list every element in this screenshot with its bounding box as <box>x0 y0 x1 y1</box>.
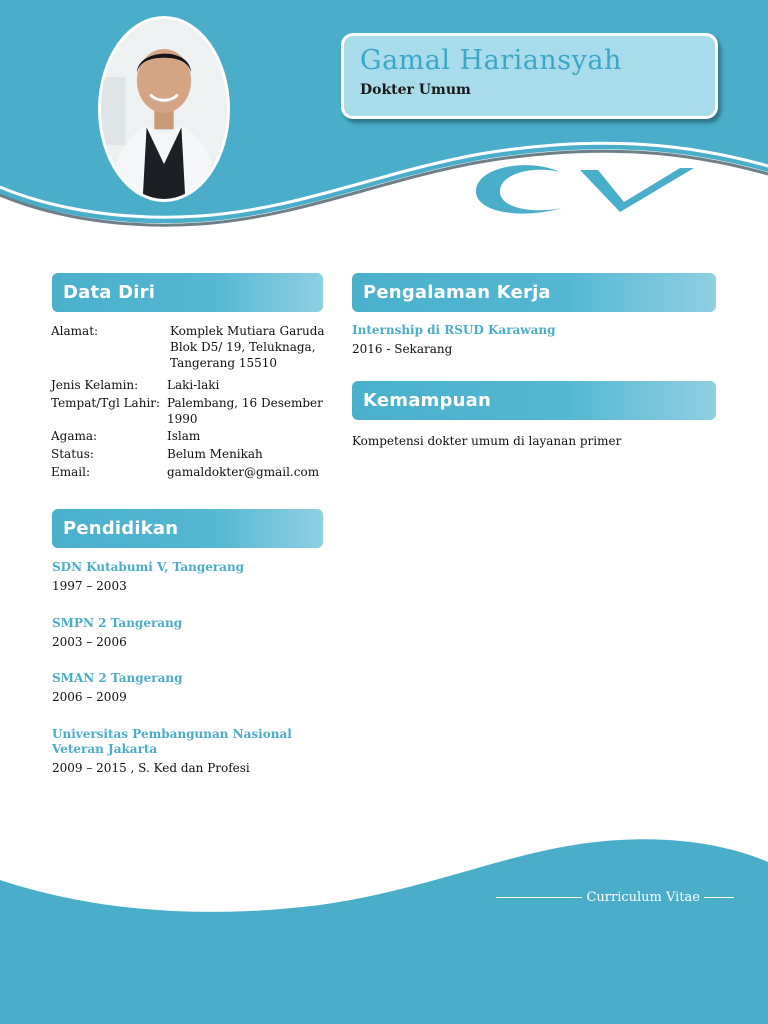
field-label: Status: <box>51 447 94 461</box>
field-value: Islam <box>167 429 201 443</box>
profile-photo <box>98 16 230 202</box>
education-years: 2009 – 2015 , S. Ked dan Profesi <box>52 761 250 775</box>
section-header-pendidikan <box>52 509 323 548</box>
footer-label <box>496 887 734 907</box>
education-years: 2006 – 2009 <box>52 690 127 704</box>
section-title: Pengalaman Kerja <box>363 282 551 303</box>
field-value: Belum Menikah <box>167 447 263 461</box>
section-header-data-diri <box>52 273 323 312</box>
name-card <box>341 33 718 119</box>
section-header-pengalaman <box>352 273 716 312</box>
experience-title: Internship di RSUD Karawang <box>352 323 556 337</box>
section-title: Pendidikan <box>63 518 179 539</box>
field-label: Alamat: <box>51 324 99 338</box>
email-value: gamaldokter@gmail.com <box>167 465 320 479</box>
field-value: Komplek Mutiara Garuda Blok D5/ 19, Teluknaga, Tangerang 15510 <box>170 324 325 370</box>
field-value: Palembang, 16 Desember 1990 <box>167 396 323 426</box>
footer-rule-left <box>496 897 582 898</box>
footer-text: Curriculum Vitae <box>586 889 700 905</box>
section-title: Kemampuan <box>363 390 491 411</box>
section-header-kemampuan <box>352 381 716 420</box>
footer-rule-right <box>704 897 734 898</box>
section-title: Data Diri <box>63 282 156 303</box>
person-name: Gamal Hariansyah <box>360 45 622 76</box>
education-school: SMPN 2 Tangerang <box>52 616 183 630</box>
field-label: Jenis Kelamin: <box>51 378 139 392</box>
field-label: Tempat/Tgl Lahir: <box>51 396 161 410</box>
education-years: 2003 – 2006 <box>52 635 127 649</box>
person-title: Dokter Umum <box>360 82 471 98</box>
experience-years: 2016 - Sekarang <box>352 342 453 356</box>
cv-logo-mark <box>470 150 700 230</box>
field-label: Agama: <box>51 429 98 443</box>
education-years: 1997 – 2003 <box>52 579 127 593</box>
education-school: SDN Kutabumi V, Tangerang <box>52 560 245 574</box>
education-school: Universitas Pembangunan Nasional Veteran Jakarta <box>52 727 292 756</box>
field-label: Email: <box>51 465 91 479</box>
education-school: SMAN 2 Tangerang <box>52 671 183 685</box>
field-value: Laki-laki <box>167 378 220 392</box>
skill-item: Kompetensi dokter umum di layanan primer <box>352 434 622 448</box>
